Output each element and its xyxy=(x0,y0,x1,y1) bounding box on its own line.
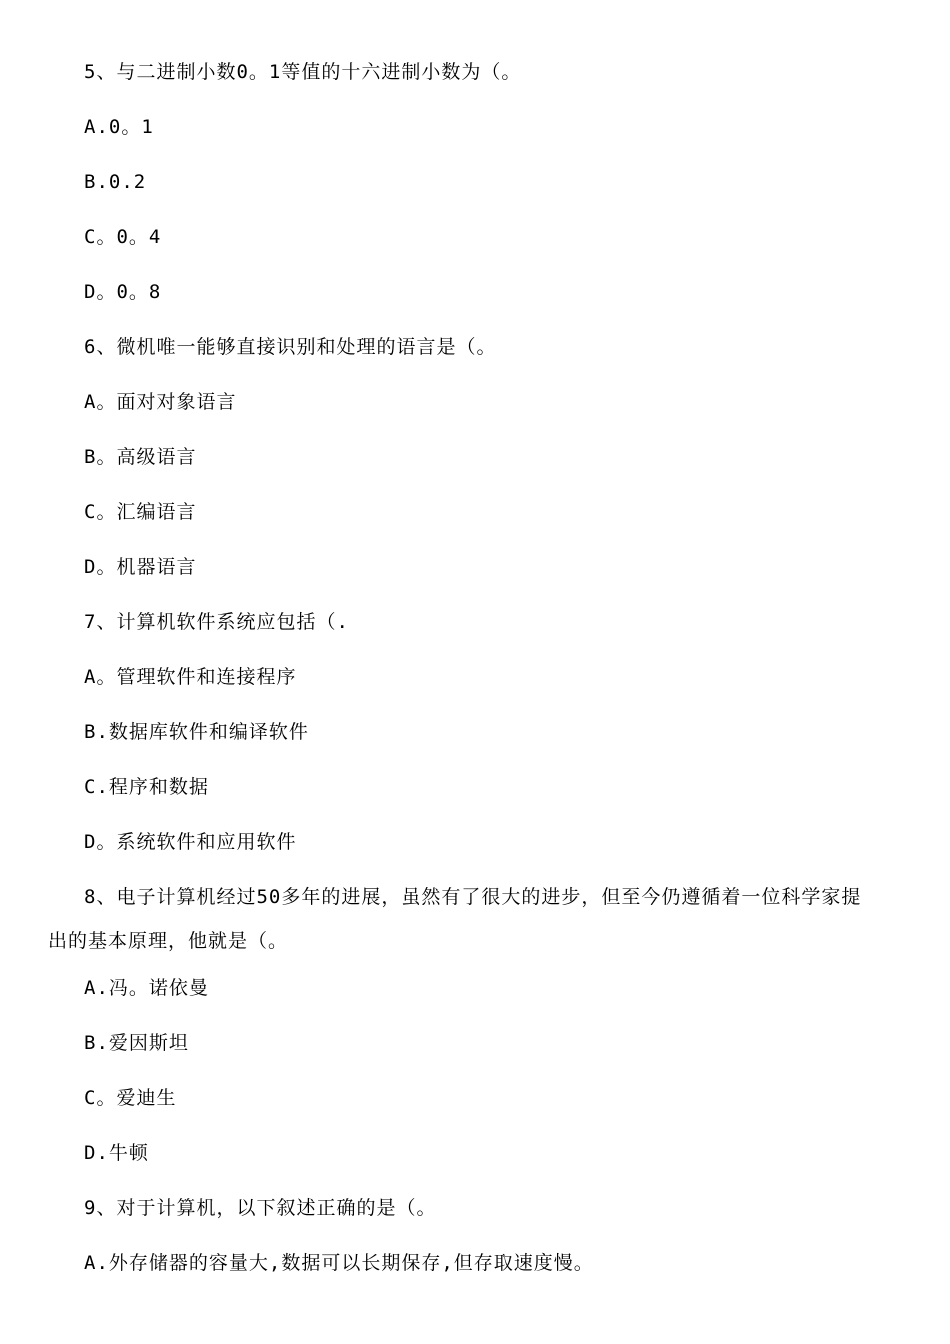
question-6-option-a: A。面对对象语言 xyxy=(84,391,237,413)
question-8-option-a: A.冯。诺依曼 xyxy=(84,977,209,999)
question-7-option-d: D。系统软件和应用软件 xyxy=(84,831,297,853)
question-7-option-a: A。管理软件和连接程序 xyxy=(84,666,297,688)
question-7-option-b: B.数据库软件和编译软件 xyxy=(84,721,309,743)
question-8-option-c: C。爱迪生 xyxy=(84,1087,177,1109)
question-6-option-b: B。高级语言 xyxy=(84,446,197,468)
question-8-stem-line-2: 出的基本原理，他就是（。 xyxy=(48,930,289,952)
question-7-option-c: C.程序和数据 xyxy=(84,776,209,798)
question-5-option-d: D。0。8 xyxy=(84,281,162,303)
question-9-option-a: A.外存储器的容量大,数据可以长期保存,但存取速度慢。 xyxy=(84,1252,594,1274)
question-8-option-d: D.牛顿 xyxy=(84,1142,149,1164)
question-5-stem: 5、与二进制小数0。1等值的十六进制小数为（。 xyxy=(84,61,522,83)
question-8-option-b: B.爱因斯坦 xyxy=(84,1032,189,1054)
question-5-option-a: A.0。1 xyxy=(84,116,154,138)
question-6-option-d: D。机器语言 xyxy=(84,556,197,578)
question-6-option-c: C。汇编语言 xyxy=(84,501,197,523)
question-5-option-c: C。0。4 xyxy=(84,226,162,248)
question-5-option-b: B.0.2 xyxy=(84,171,147,193)
question-9-stem: 9、对于计算机，以下叙述正确的是（。 xyxy=(84,1197,437,1219)
question-8-stem-line-1: 8、电子计算机经过50多年的进展，虽然有了很大的进步，但至今仍遵循着一位科学家提 xyxy=(84,886,862,908)
question-6-stem: 6、微机唯一能够直接识别和处理的语言是（。 xyxy=(84,336,497,358)
question-7-stem: 7、计算机软件系统应包括（. xyxy=(84,611,349,633)
